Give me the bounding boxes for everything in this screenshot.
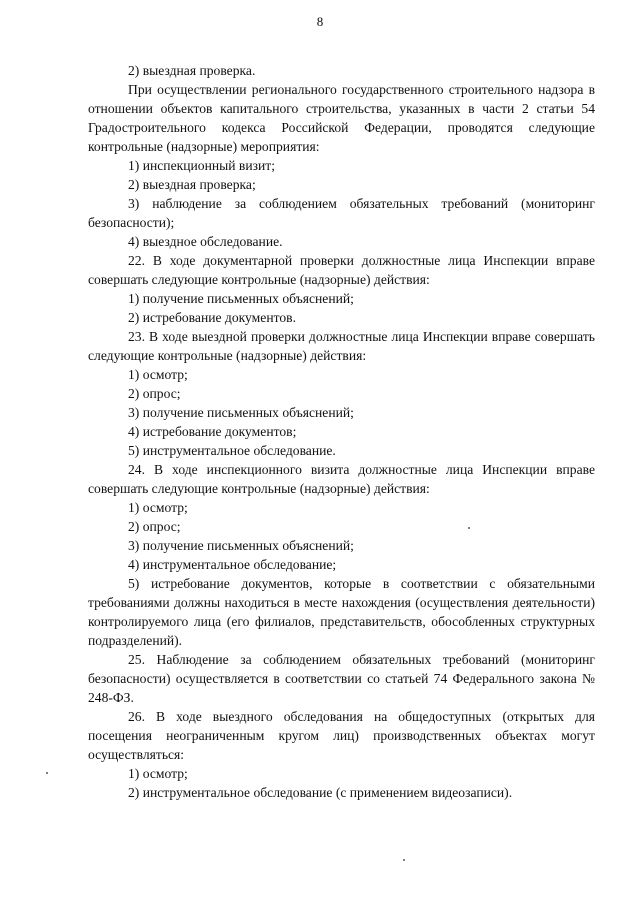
paragraph: 2) выездная проверка; <box>128 177 256 192</box>
paragraph: 24. В ходе инспекционного визита должностные лица Инспекции вправе совершать следующие контрольные (надзорные) действия: <box>88 462 595 496</box>
paragraph: 1) получение письменных объяснений; <box>128 291 354 306</box>
paragraph: 2) выездная проверка. <box>128 63 256 78</box>
paragraph: 1) осмотр; <box>128 500 188 515</box>
paragraph: 4) истребование документов; <box>128 424 297 439</box>
paragraph: 1) осмотр; <box>128 766 188 781</box>
paragraph: 22. В ходе документарной проверки должностные лица Инспекции вправе совершать следующие контрольные (надзорные) действия: <box>88 253 595 287</box>
paragraph: 2) истребование документов. <box>128 310 296 325</box>
paragraph: 5) инструментальное обследование. <box>128 443 336 458</box>
scan-speck <box>46 772 48 774</box>
scan-speck <box>468 527 470 529</box>
paragraph: 3) получение письменных объяснений; <box>128 405 354 420</box>
paragraph: 4) инструментальное обследование; <box>128 557 337 572</box>
paragraph: 1) инспекционный визит; <box>128 158 275 173</box>
paragraph: 23. В ходе выездной проверки должностные лица Инспекции вправе совершать следующие контрольные (надзорные) действия: <box>88 329 595 363</box>
paragraph: 1) осмотр; <box>128 367 188 382</box>
body-text <box>88 61 595 802</box>
paragraph: 3) получение письменных объяснений; <box>128 538 354 553</box>
paragraph: 2) инструментальное обследование (с применением видеозаписи). <box>128 785 513 800</box>
paragraph: 2) опрос; <box>128 519 181 534</box>
scan-speck <box>403 859 405 861</box>
page-number: 8 <box>316 14 324 29</box>
paragraph: При осуществлении регионального государственного строительного надзора в отношении объектов капитального строительства, указанных в части 2 статьи 54 Градостроительного кодекса Российской Федерации, проводятся следующие контрольные (надзорные) мероприятия: <box>88 82 595 154</box>
paragraph: 5) истребование документов, которые в соответствии с обязательными требованиями должны находиться в месте нахождения (осуществления деятельности) контролируемого лица (его филиалов, представительств, обособленных структурных подразделений). <box>88 576 595 648</box>
paragraph: 3) наблюдение за соблюдением обязательных требований (мониторинг безопасности); <box>88 196 595 230</box>
paragraph: 4) выездное обследование. <box>128 234 283 249</box>
paragraph: 26. В ходе выездного обследования на общедоступных (открытых для посещения неограниченным кругом лиц) производственных объектах могут осуществляться: <box>88 709 595 762</box>
paragraph: 25. Наблюдение за соблюдением обязательных требований (мониторинг безопасности) осуществляется в соответствии со статьей 74 Федерального закона № 248-ФЗ. <box>88 652 595 705</box>
paragraph: 2) опрос; <box>128 386 181 401</box>
